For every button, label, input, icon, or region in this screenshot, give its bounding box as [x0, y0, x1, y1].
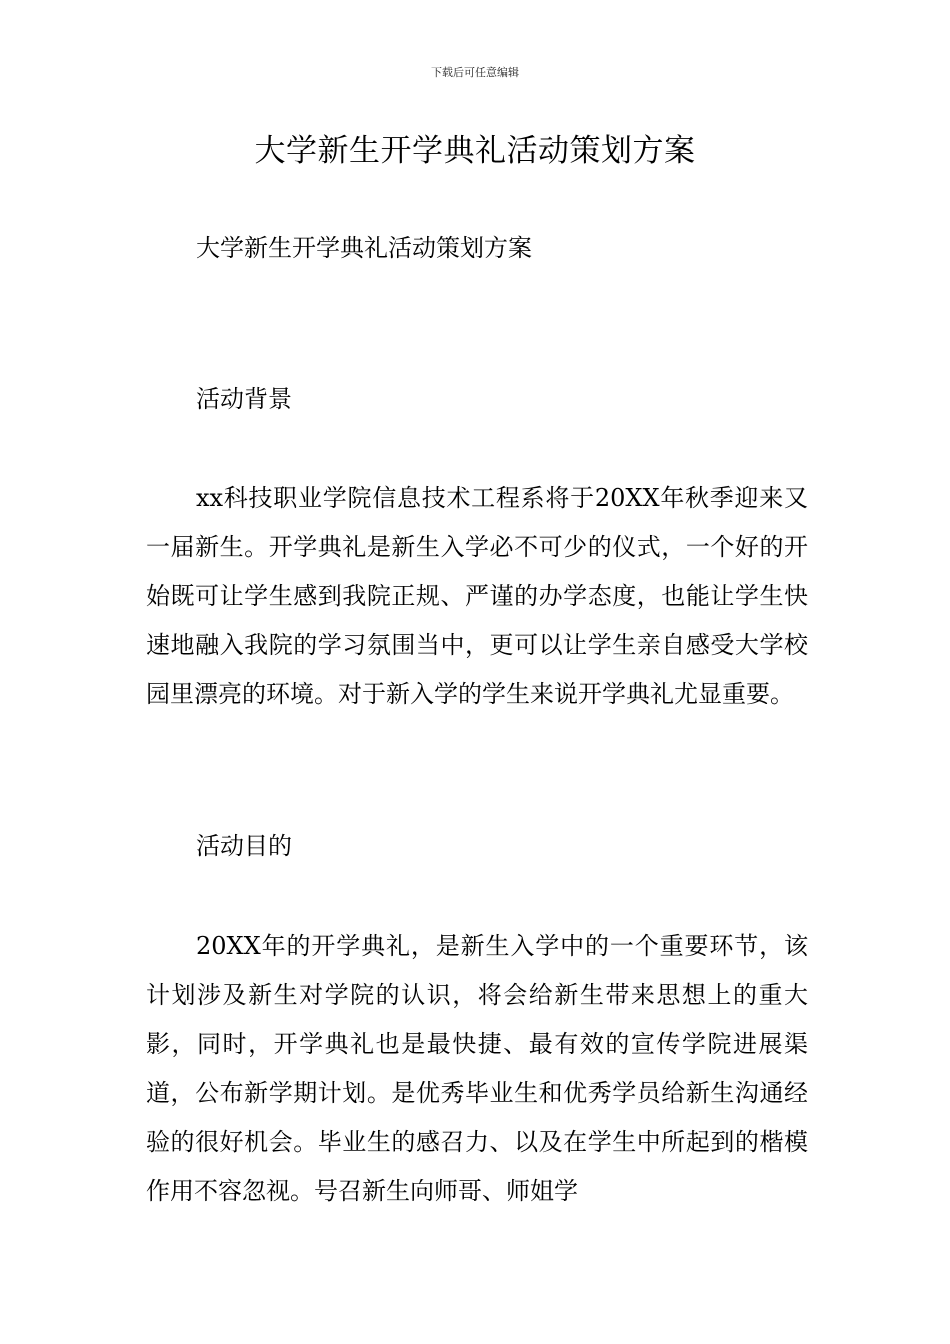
document-subtitle: 大学新生开学典礼活动策划方案	[196, 234, 532, 262]
page-header-note: 下载后可任意编辑	[431, 66, 519, 79]
document-title: 大学新生开学典礼活动策划方案	[254, 133, 696, 169]
section-paragraph-background: xx科技职业学院信息技术工程系将于20XX年秋季迎来又一届新生。开学典礼是新生入学必不可少的仪式，一个好的开始既可让学生感到我院正规、严谨的办学态度，也能让学生快速地融入我院的学习氛围当中，更可以让学生亲自感受大学校园里漂亮的环境。对于新入学的学生来说开学典礼尤显重要。	[146, 484, 808, 708]
section-heading-purpose: 活动目的	[196, 832, 292, 860]
section-heading-background: 活动背景	[196, 385, 292, 413]
section-paragraph-purpose: 20XX年的开学典礼，是新生入学中的一个重要环节，该计划涉及新生对学院的认识，将会给新生带来思想上的重大影，同时，开学典礼也是最快捷、最有效的宣传学院进展渠道，公布新学期计划。是优秀毕业生和优秀学员给新生沟通经验的很好机会。毕业生的感召力、以及在学生中所起到的楷模作用不容忽视。号召新生向师哥、师姐学	[146, 932, 808, 1205]
